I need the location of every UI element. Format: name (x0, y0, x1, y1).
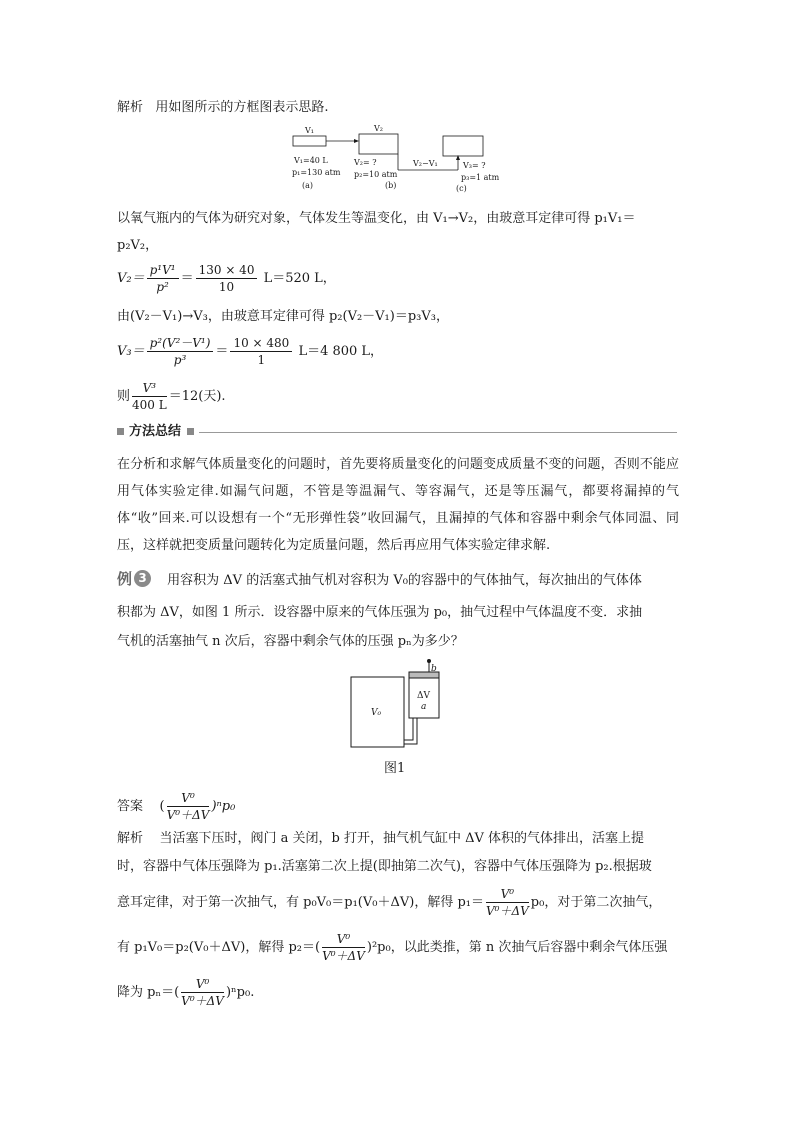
analysis-2-line-1 (117, 829, 644, 849)
flow-diagram (280, 122, 520, 202)
eq1-f1-num: p¹V¹ (147, 262, 179, 279)
valve-b-label: b (431, 664, 437, 674)
eq2-f1-num: p²(V²－V¹) (147, 335, 214, 352)
eq2-fraction-2 (230, 335, 292, 368)
box-c-pressure: p₃=1 atm (461, 173, 500, 182)
pump-volume-label: ΔV (417, 691, 430, 701)
eq2-lhs: V₃＝ (117, 344, 145, 359)
eq2-fraction-1 (147, 335, 214, 368)
eq3-den: 400 L (132, 398, 167, 412)
solution-line-2: p₂V₂， (117, 238, 159, 253)
answer-fraction (167, 790, 210, 823)
eq2-result: L＝4 800 L， (298, 344, 384, 359)
answer-label: 答案 (117, 799, 144, 814)
answer-den: V⁰＋ΔV (166, 808, 210, 822)
analysis-2-fraction-1 (486, 886, 529, 919)
example-3-heading (117, 569, 642, 591)
box-c-caption: (c) (456, 184, 467, 193)
box-a-caption: (a) (302, 181, 314, 190)
analysis-2-line-4 (117, 931, 667, 964)
equation-3 (117, 380, 226, 413)
fraction-3-num: V⁰ (181, 976, 224, 993)
example-3-line-3: 气机的活塞抽气 n 次后，容器中剩余气体的压强 pₙ为多少？ (117, 634, 464, 649)
section-divider (199, 432, 677, 433)
answer-open-paren: ( (159, 799, 165, 814)
box-b-volume: V₂= ? (354, 158, 377, 167)
box-c (443, 136, 483, 156)
analysis-2-line-2: 时，容器中气体压强降为 p₁.活塞第二次上提(即抽第二次气)，容器中气体压强降为 p₂.根据玻 (117, 859, 652, 874)
eq3-num: V³ (132, 380, 167, 397)
analysis-2-line-3-post: p₀，对于第二次抽气， (530, 895, 662, 910)
square-bullet-icon (187, 428, 194, 435)
analysis-2-line-3 (117, 886, 661, 919)
example-label: 例 (117, 570, 133, 588)
eq2-f2-den: 1 (257, 353, 266, 367)
valve-a-label: a (421, 702, 427, 712)
fraction-2-num: V⁰ (322, 931, 365, 948)
solution-line-1: 以氧气瓶内的气体为研究对象，气体发生等温变化，由 V₁→V₂，由玻意耳定律可得 p₁V₁＝ (117, 211, 636, 226)
method-summary-header (117, 425, 677, 439)
fraction-3-den: V⁰＋ΔV (181, 994, 224, 1008)
box-a-top-label: V₁ (305, 126, 314, 135)
analysis-2-line-5-pre: 降为 pₙ＝( (117, 985, 180, 1000)
eq1-fraction-2 (196, 262, 258, 295)
eq1-lhs: V₂＝ (117, 271, 145, 286)
example-3-line-2: 积都为 ΔV，如图 1 所示．设容器中原来的气体压强为 p₀，抽气过程中气体温度不变．求抽 (117, 605, 643, 620)
analysis-label: 解析 (117, 100, 144, 115)
arrow-label: V₂−V₁ (413, 159, 438, 168)
answer-line (117, 790, 235, 823)
analysis-intro-text: 用如图所示的方框图表示思路. (155, 100, 329, 115)
eq2-f2-num: 10 × 480 (230, 335, 292, 352)
figure-1-apparatus (345, 658, 445, 754)
equation-1: V₂＝ $\frac{\text{p¹V¹}}{\text{p²}}$ ＝ $\frac{130 \times 40}{10}$ L＝520 L， (117, 263, 336, 294)
box-c-volume: V₃= ? (463, 161, 486, 170)
eq1-f2-den: 10 (218, 280, 235, 294)
analysis-2-fraction-3 (181, 976, 224, 1009)
equation-2: V₃＝ $\frac{\text{p²(V²－V¹)}}{\text{p³}}$ ＝ $\frac{10 \times 480}{1}$ L＝4 800 L， (117, 336, 384, 367)
example-number-badge: 3 (134, 570, 151, 587)
box-a-pressure: p₁=130 atm (292, 168, 341, 177)
analysis-2-fraction-2 (322, 931, 365, 964)
fraction-1-num: V⁰ (486, 886, 529, 903)
analysis-2-line-4-pre: 有 p₁V₀＝p₂(V₀＋ΔV)，解得 p₂＝( (117, 940, 321, 955)
fraction-1-den: V⁰＋ΔV (485, 904, 529, 918)
eq3-prefix: 则 (117, 389, 131, 404)
answer-close: )ⁿp₀ (211, 799, 236, 814)
fraction-2-den: V⁰＋ΔV (322, 949, 365, 963)
analysis-intro (117, 98, 329, 118)
box-b-caption: (b) (385, 181, 397, 190)
eq1-f1-den: p² (156, 280, 169, 294)
analysis-2-line-5 (117, 976, 254, 1009)
eq3-result: ＝12(天). (168, 389, 226, 404)
eq1-fraction-1 (147, 262, 179, 295)
analysis-2-line-4-post: )²p₀，以此类推，第 n 次抽气后容器中剩余气体压强 (366, 940, 668, 955)
eq1-f2-num: 130 × 40 (196, 262, 258, 279)
analysis-2-line-3-pre: 意耳定律，对于第一次抽气，有 p₀V₀＝p₁(V₀＋ΔV)，解得 p₁＝ (117, 895, 484, 910)
eq1-result: L＝520 L， (263, 271, 336, 286)
solution-line-3: 由(V₂－V₁)→V₃，由玻意耳定律可得 p₂(V₂－V₁)＝p₃V₃， (117, 309, 449, 324)
method-summary-title: 方法总结 (129, 424, 182, 439)
square-bullet-icon (117, 428, 124, 435)
example-3-line-1: 用容积为 ΔV 的活塞式抽气机对容积为 V₀的容器中的气体抽气，每次抽出的气体体 (167, 573, 642, 588)
analysis-2-label: 解析 (117, 831, 144, 846)
box-b-pressure: p₂=10 atm (354, 170, 398, 179)
analysis-2-line-5-post: )ⁿp₀. (225, 985, 255, 1000)
box-b (359, 134, 398, 154)
method-summary-body: 在分析和求解气体质量变化的问题时，首先要将质量变化的问题变成质量不变的问题，否则不能应用气体实验定律.如漏气问题，不管是等温漏气、等容漏气，还是等压漏气，都要将漏掉的气体“收”回来.可以设想有一个“无形弹性袋”收回漏气，且漏掉的气体和容器中剩余气体同温、同压，这样就把变质量问题转化为定质量问题，然后再应用气体实验定律求解. (117, 457, 679, 553)
eq2-f1-den: p³ (173, 353, 187, 367)
figure-1-caption: 图1 (384, 761, 406, 776)
container-volume-label: V₀ (371, 708, 382, 718)
box-a-volume: V₁=40 L (294, 156, 328, 165)
eq3-fraction (132, 380, 167, 413)
analysis-2-text-1: 当活塞下压时，阀门 a 关闭，b 打开，抽气机气缸中 ΔV 体积的气体排出，活塞上提 (159, 831, 645, 846)
box-a (293, 136, 326, 146)
box-b-top-label: V₂ (374, 124, 383, 133)
answer-num: V⁰ (167, 790, 210, 807)
